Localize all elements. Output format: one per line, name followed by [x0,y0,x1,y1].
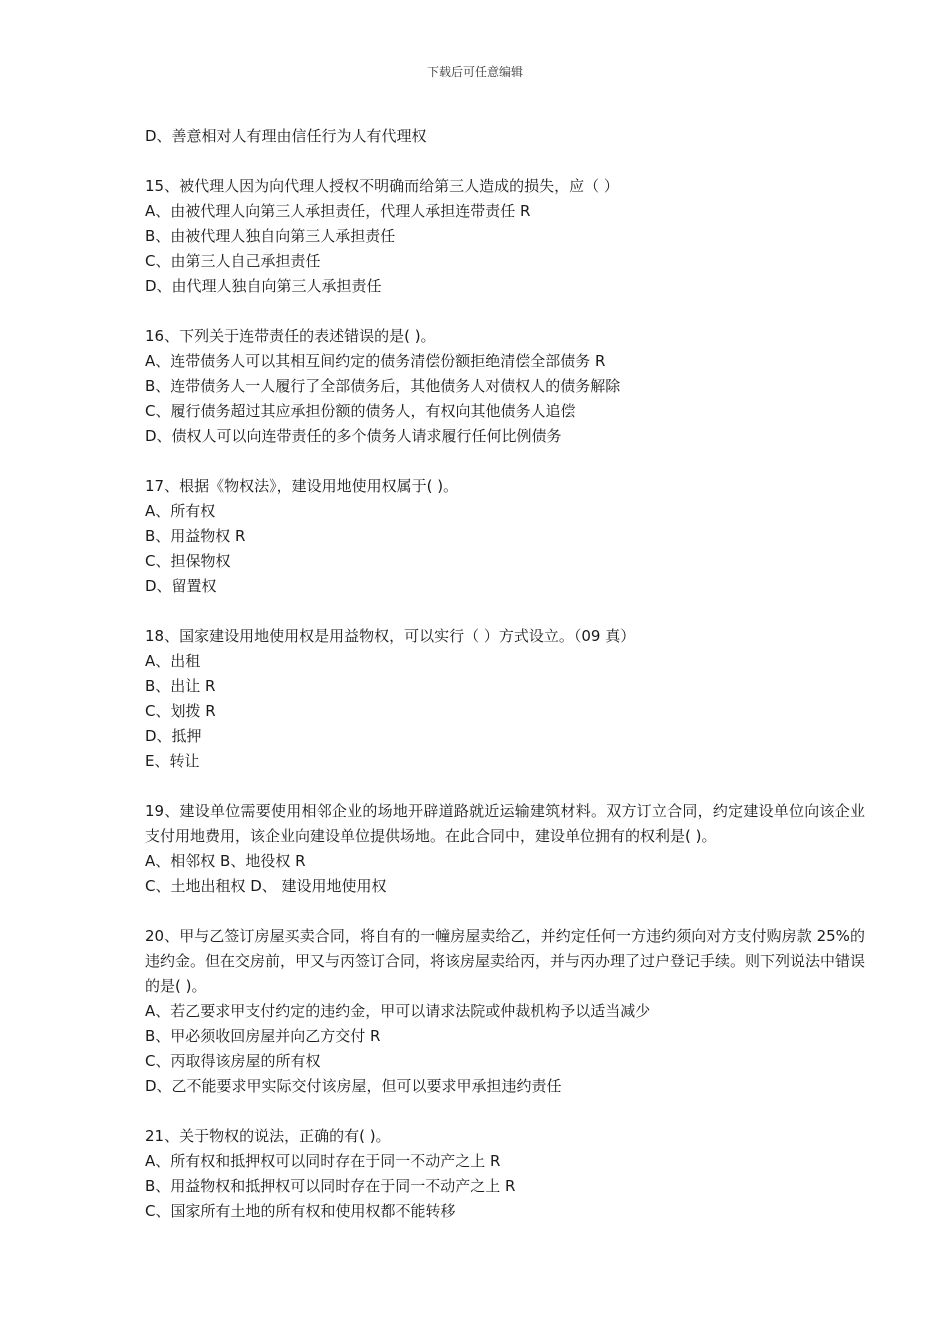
option-c: C、国家所有土地的所有权和使用权都不能转移 [145,1202,456,1220]
option-d: D、抵押 [145,727,202,745]
option-c: C、划拨 R [145,702,216,720]
option-c-d: C、土地出租权 D、 建设用地使用权 [145,877,387,895]
question-15 [145,174,865,299]
option-c: C、丙取得该房屋的所有权 [145,1052,321,1070]
question-16 [145,324,865,449]
page-header: 下载后可任意编辑 [426,65,523,79]
option-a: A、连带债务人可以其相互间约定的债务清偿份额拒绝清偿全部债务 R [145,352,606,370]
option-c: C、担保物权 [145,552,231,570]
spacer [145,599,865,624]
option-d: D、由代理人独自向第三人承担责任 [145,277,382,295]
option-a: A、所有权和抵押权可以同时存在于同一不动产之上 R [145,1152,501,1170]
option-a-b: A、相邻权 B、地役权 R [145,852,306,870]
option-b: B、用益物权 R [145,527,246,545]
spacer [145,149,865,174]
option-d: D、债权人可以向连带责任的多个债务人请求履行任何比例债务 [145,427,562,445]
option-a: A、所有权 [145,502,216,520]
option-a: A、由被代理人向第三人承担责任，代理人承担连带责任 R [145,202,531,220]
option-d: D、留置权 [145,577,217,595]
spacer [145,449,865,474]
carry-over-option-d: D、善意相对人有理由信任行为人有代理权 [145,127,427,145]
question-stem: 18、国家建设用地使用权是用益物权，可以实行（ ）方式设立。（09 真） [145,627,636,645]
document-body [145,124,865,1224]
question-stem: 17、根据《物权法》，建设用地使用权属于( )。 [145,477,459,495]
question-stem: 21、关于物权的说法，正确的有( )。 [145,1127,391,1145]
option-b: B、连带债务人一人履行了全部债务后，其他债务人对债权人的债务解除 [145,377,621,395]
question-stem: 15、被代理人因为向代理人授权不明确而给第三人造成的损失，应（ ） [145,177,619,195]
question-stem: 20、甲与乙签订房屋买卖合同，将自有的一幢房屋卖给乙，并约定任何一方违约须向对方支付购房款 25%的违约金。但在交房前，甲又与丙签订合同，将该房屋卖给丙，并与丙办理了过户登记手续。则下列说法中错误的是( )。 [145,927,866,995]
option-a: A、出租 [145,652,201,670]
option-d: D、乙不能要求甲实际交付该房屋，但可以要求甲承担违约责任 [145,1077,562,1095]
option-a: A、若乙要求甲支付约定的违约金，甲可以请求法院或仲裁机构予以适当减少 [145,1002,651,1020]
spacer [145,1099,865,1124]
question-stem: 16、下列关于连带责任的表述错误的是( )。 [145,327,436,345]
question-stem: 19、建设单位需要使用相邻企业的场地开辟道路就近运输建筑材料。双方订立合同，约定建设单位向该企业支付用地费用，该企业向建设单位提供场地。在此合同中，建设单位拥有的权利是( )。 [145,802,865,845]
option-b: B、由被代理人独自向第三人承担责任 [145,227,396,245]
option-b: B、甲必须收回房屋并向乙方交付 R [145,1027,381,1045]
spacer [145,899,865,924]
option-c: C、履行债务超过其应承担份额的债务人，有权向其他债务人追偿 [145,402,576,420]
option-b: B、用益物权和抵押权可以同时存在于同一不动产之上 R [145,1177,516,1195]
spacer [145,774,865,799]
option-e: E、转让 [145,752,200,770]
spacer [145,299,865,324]
option-b: B、出让 R [145,677,216,695]
question-20 [145,924,865,1099]
question-19 [145,799,865,899]
question-18 [145,624,865,774]
question-17 [145,474,865,599]
question-21 [145,1124,865,1224]
option-c: C、由第三人自己承担责任 [145,252,321,270]
